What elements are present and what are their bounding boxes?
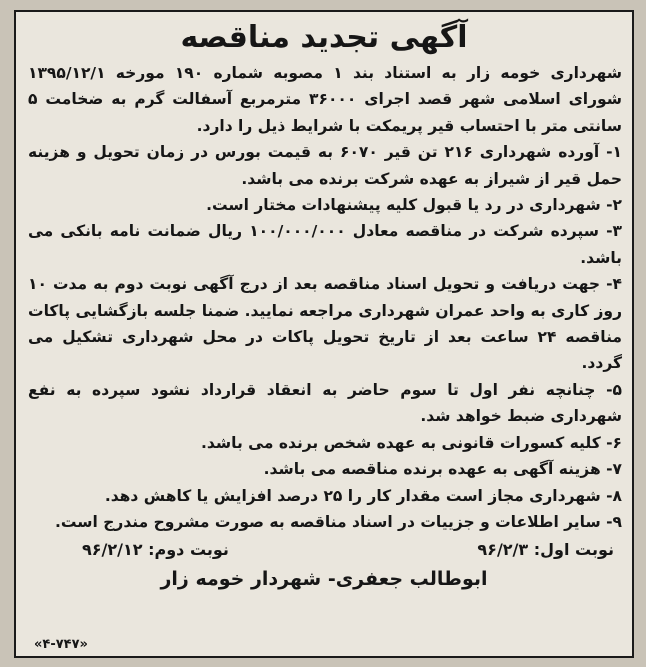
publication-dates (16, 537, 632, 563)
second-turn-date: نوبت دوم: ۹۶/۲/۱۲ (82, 540, 229, 560)
mayor-signature: ابوطالب جعفری- شهردار خومه زار (160, 568, 488, 591)
clause-2: ۲- شهرداری در رد یا قبول کلیه پیشنهادات مختار است. (206, 196, 622, 215)
clause-1: ۱- آورده شهرداری ۲۱۶ تن قیر ۶۰۷۰ به قیمت بورس در زمان تحویل و هزینه حمل قیر از شیراز به عهده شرکت برنده می باشد. (28, 143, 622, 188)
first-turn-date: نوبت اول: ۹۶/۲/۳ (477, 540, 614, 560)
clause-7: ۷- هزینه آگهی به عهده برنده مناقصه می باشد. (263, 460, 622, 479)
notice-body (16, 60, 632, 535)
clause-8: ۸- شهرداری مجاز است مقدار کار را ۲۵ درصد افزایش یا کاهش دهد. (104, 486, 622, 505)
tender-notice (14, 10, 634, 658)
notice-intro: شهرداری خومه زار به استناد بند ۱ مصوبه شماره ۱۹۰ مورخه ۱۳۹۵/۱۲/۱ شورای اسلامی شهر قصد اجرای ۳۶۰۰۰ مترمربع آسفالت گرم به ضخامت ۵ سانتی متر با احتساب قیر پریمکت با شرایط ذیل را دارد. (28, 64, 622, 135)
clause-5: ۵- چنانچه نفر اول تا سوم حاضر به انعقاد قرارداد نشود سپرده به نفع شهرداری ضبط خواهد شد. (28, 380, 622, 426)
notice-title: آگهی تجدید مناقصه (180, 20, 468, 55)
clause-6: ۶- کلیه کسورات قانونی به عهده شخص برنده می باشد. (201, 433, 622, 452)
clause-3: ۳- سپرده شرکت در مناقصه معادل ۱۰۰/۰۰۰/۰۰۰ ریال ضمانت نامه بانکی می باشد. (28, 222, 623, 267)
notice-code: «۴-۷۴۷» (34, 637, 88, 652)
clause-9: ۹- سایر اطلاعات و جزییات در اسناد مناقصه به صورت مشروح مندرج است. (55, 512, 622, 531)
clause-4: ۴- جهت دریافت و تحویل اسناد مناقصه بعد از درج آگهی نوبت دوم به مدت ۱۰ روز کاری به واحد عمران شهرداری مراجعه نمایید. ضمنا جلسه بازگشایی پاکات مناقصه ۲۴ ساعت بعد از تاریخ تحویل پاکات در محل شهرداری تشکیل می گردد. (28, 275, 622, 373)
